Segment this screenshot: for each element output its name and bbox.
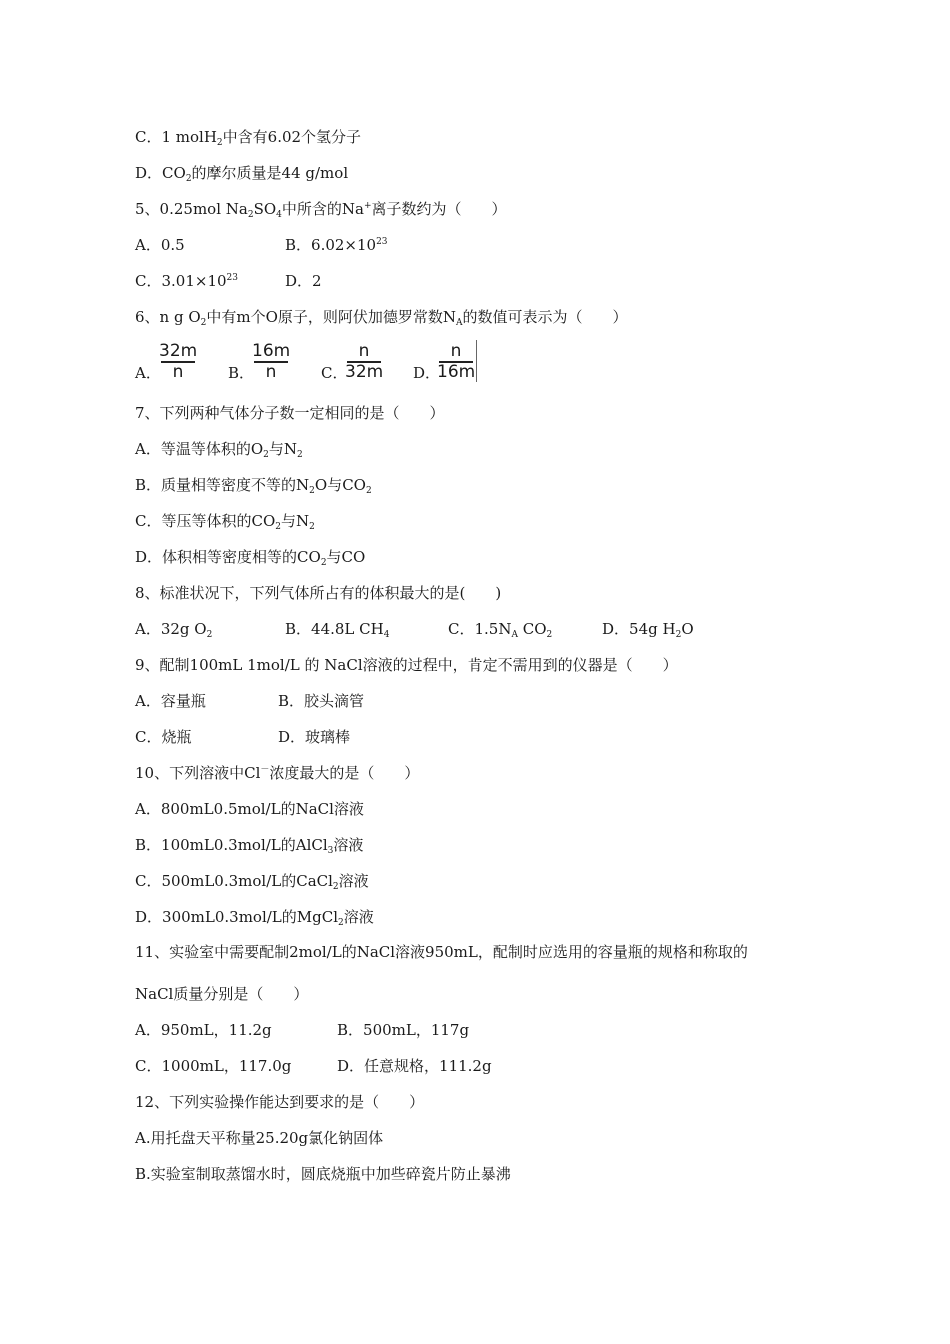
text: 中含有6.02个氢分子 bbox=[222, 128, 362, 146]
q7-stem: 7、下列两种气体分子数一定相同的是（ ） bbox=[135, 404, 445, 422]
q5-options-cd bbox=[135, 271, 322, 291]
q7-option-d bbox=[135, 547, 365, 567]
option-c bbox=[135, 272, 238, 290]
numerator: 32m bbox=[159, 341, 198, 361]
text: B．44.8L CH bbox=[285, 620, 384, 638]
text: B．100mL0.3mol/L的AlCl bbox=[135, 836, 328, 854]
text: 中有m个O原子，则阿伏加德罗常数N bbox=[206, 308, 457, 326]
subscript: 2 bbox=[365, 486, 372, 496]
q7-option-c bbox=[135, 511, 315, 531]
text: O bbox=[681, 620, 694, 638]
superscript: + bbox=[363, 201, 372, 211]
q10-option-c bbox=[135, 871, 369, 891]
text: 的摩尔质量是44 g/mol bbox=[191, 164, 349, 182]
text: 5、0.25mol Na bbox=[135, 200, 248, 218]
fraction bbox=[159, 340, 197, 382]
option-c: C．烧瓶 bbox=[135, 728, 192, 746]
q11-stem-cont: NaCl质量分别是（ ） bbox=[135, 985, 309, 1003]
denominator: 32m bbox=[345, 362, 384, 382]
option-b bbox=[285, 619, 389, 639]
denominator: n bbox=[265, 362, 277, 382]
option-label: B． bbox=[228, 364, 255, 382]
option-d: D．玻璃棒 bbox=[278, 728, 351, 746]
text: 中所含的Na bbox=[281, 200, 364, 218]
subscript: 2 bbox=[675, 630, 682, 640]
option-a: A．0.5 bbox=[135, 236, 185, 254]
text: 溶液 bbox=[343, 908, 374, 926]
q4-option-c bbox=[135, 127, 361, 147]
text: 的数值可表示为（ ） bbox=[462, 308, 628, 326]
subscript: 2 bbox=[247, 210, 254, 220]
text: 浓度最大的是（ ） bbox=[269, 764, 420, 782]
subscript: 2 bbox=[332, 882, 339, 892]
subscript: A bbox=[511, 630, 518, 640]
q9-options-cd bbox=[135, 727, 351, 747]
subscript: 2 bbox=[309, 522, 315, 532]
text: 与N bbox=[281, 512, 310, 530]
q11-options-cd bbox=[135, 1056, 492, 1076]
superscript: 23 bbox=[226, 273, 238, 283]
denominator: 16m bbox=[437, 362, 476, 382]
numerator: n bbox=[450, 341, 462, 361]
subscript: 2 bbox=[200, 318, 207, 328]
subscript: 4 bbox=[276, 210, 282, 220]
subscript: 4 bbox=[383, 630, 390, 640]
option-b: B．胶头滴管 bbox=[278, 692, 365, 710]
option-label: D． bbox=[413, 364, 441, 382]
q11-stem: 11、实验室中需要配制2mol/L的NaCl溶液950mL，配制时应选用的容量瓶的规格和称取的 bbox=[135, 943, 748, 961]
option-b: B．500mL，117g bbox=[337, 1021, 470, 1039]
q8-options bbox=[135, 619, 694, 640]
text: C．3.01×10 bbox=[135, 272, 227, 290]
option-label: A． bbox=[135, 364, 161, 382]
divider bbox=[476, 340, 477, 382]
text: D．体积相等密度相等的CO bbox=[135, 548, 321, 566]
subscript: A bbox=[456, 318, 463, 328]
text: A．32g O bbox=[135, 620, 207, 638]
q10-option-b bbox=[135, 835, 363, 855]
option-label: C． bbox=[321, 364, 348, 382]
text: 溶液 bbox=[333, 836, 364, 854]
subscript: 2 bbox=[546, 630, 553, 640]
denominator: n bbox=[172, 362, 184, 382]
text: C．1.5N bbox=[448, 620, 512, 638]
subscript: 2 bbox=[216, 138, 223, 148]
text: D．CO bbox=[135, 164, 186, 182]
text: D．54g H bbox=[602, 620, 676, 638]
q9-options-ab bbox=[135, 691, 365, 711]
text: C．500mL0.3mol/L的CaCl bbox=[135, 872, 333, 890]
q6-stem bbox=[135, 307, 628, 327]
superscript: － bbox=[260, 765, 270, 775]
text: 溶液 bbox=[338, 872, 369, 890]
text: 10、下列溶液中Cl bbox=[135, 764, 261, 782]
text: A．等温等体积的O bbox=[135, 440, 264, 458]
option-a: A．950mL，11.2g bbox=[135, 1021, 272, 1039]
option-a: A．容量瓶 bbox=[135, 692, 206, 710]
subscript: 3 bbox=[327, 846, 334, 856]
subscript: 2 bbox=[338, 918, 344, 928]
option-c bbox=[448, 619, 552, 639]
subscript: 2 bbox=[309, 486, 315, 496]
q6-options bbox=[135, 340, 555, 385]
q10-option-d bbox=[135, 907, 374, 927]
text: 与CO bbox=[326, 548, 366, 566]
fraction bbox=[345, 340, 383, 382]
text: O与CO bbox=[314, 476, 366, 494]
q12-stem: 12、下列实验操作能达到要求的是（ ） bbox=[135, 1093, 425, 1111]
text: B．质量相等密度不等的N bbox=[135, 476, 310, 494]
text: B．6.02×10 bbox=[285, 236, 377, 254]
q11-options-ab bbox=[135, 1020, 470, 1040]
q7-option-a bbox=[135, 439, 303, 459]
subscript: 2 bbox=[275, 522, 281, 532]
text: D．300mL0.3mol/L的MgCl bbox=[135, 908, 338, 926]
text: C．等压等体积的CO bbox=[135, 512, 276, 530]
text: 与N bbox=[268, 440, 298, 458]
text: 6、n g O bbox=[135, 308, 201, 326]
fraction bbox=[252, 340, 290, 382]
subscript: 2 bbox=[185, 174, 192, 184]
numerator: 16m bbox=[252, 341, 291, 361]
text: C．1 molH bbox=[135, 128, 217, 146]
subscript: 2 bbox=[320, 558, 327, 568]
option-d: D．2 bbox=[285, 272, 322, 290]
superscript: 23 bbox=[376, 237, 388, 247]
q4-option-d bbox=[135, 163, 348, 183]
q12-option-a: A.用托盘天平称量25.20g氯化钠固体 bbox=[135, 1129, 384, 1147]
q5-stem bbox=[135, 199, 507, 219]
numerator: n bbox=[358, 341, 370, 361]
q10-option-a: A．800mL0.5mol/L的NaCl溶液 bbox=[135, 800, 364, 818]
q10-stem bbox=[135, 763, 419, 783]
option-a bbox=[135, 620, 212, 638]
subscript: 2 bbox=[297, 450, 303, 460]
option-c: C．1000mL，117.0g bbox=[135, 1057, 292, 1075]
text: SO bbox=[253, 200, 277, 218]
option-d: D．任意规格，111.2g bbox=[337, 1057, 492, 1075]
text: 离子数约为（ ） bbox=[371, 200, 507, 218]
option-b bbox=[285, 235, 388, 255]
subscript: 2 bbox=[206, 630, 213, 640]
q9-stem: 9、配制100mL 1mol/L 的 NaCl溶液的过程中，肯定不需用到的仪器是（ ） bbox=[135, 656, 678, 674]
q8-stem: 8、标准状况下，下列气体所占有的体积最大的是( ) bbox=[135, 584, 502, 602]
option-d bbox=[602, 619, 694, 639]
subscript: 2 bbox=[263, 450, 269, 460]
text: CO bbox=[517, 620, 547, 638]
q12-option-b: B.实验室制取蒸馏水时，圆底烧瓶中加些碎瓷片防止暴沸 bbox=[135, 1165, 511, 1183]
fraction bbox=[437, 340, 475, 382]
q7-option-b bbox=[135, 475, 372, 495]
